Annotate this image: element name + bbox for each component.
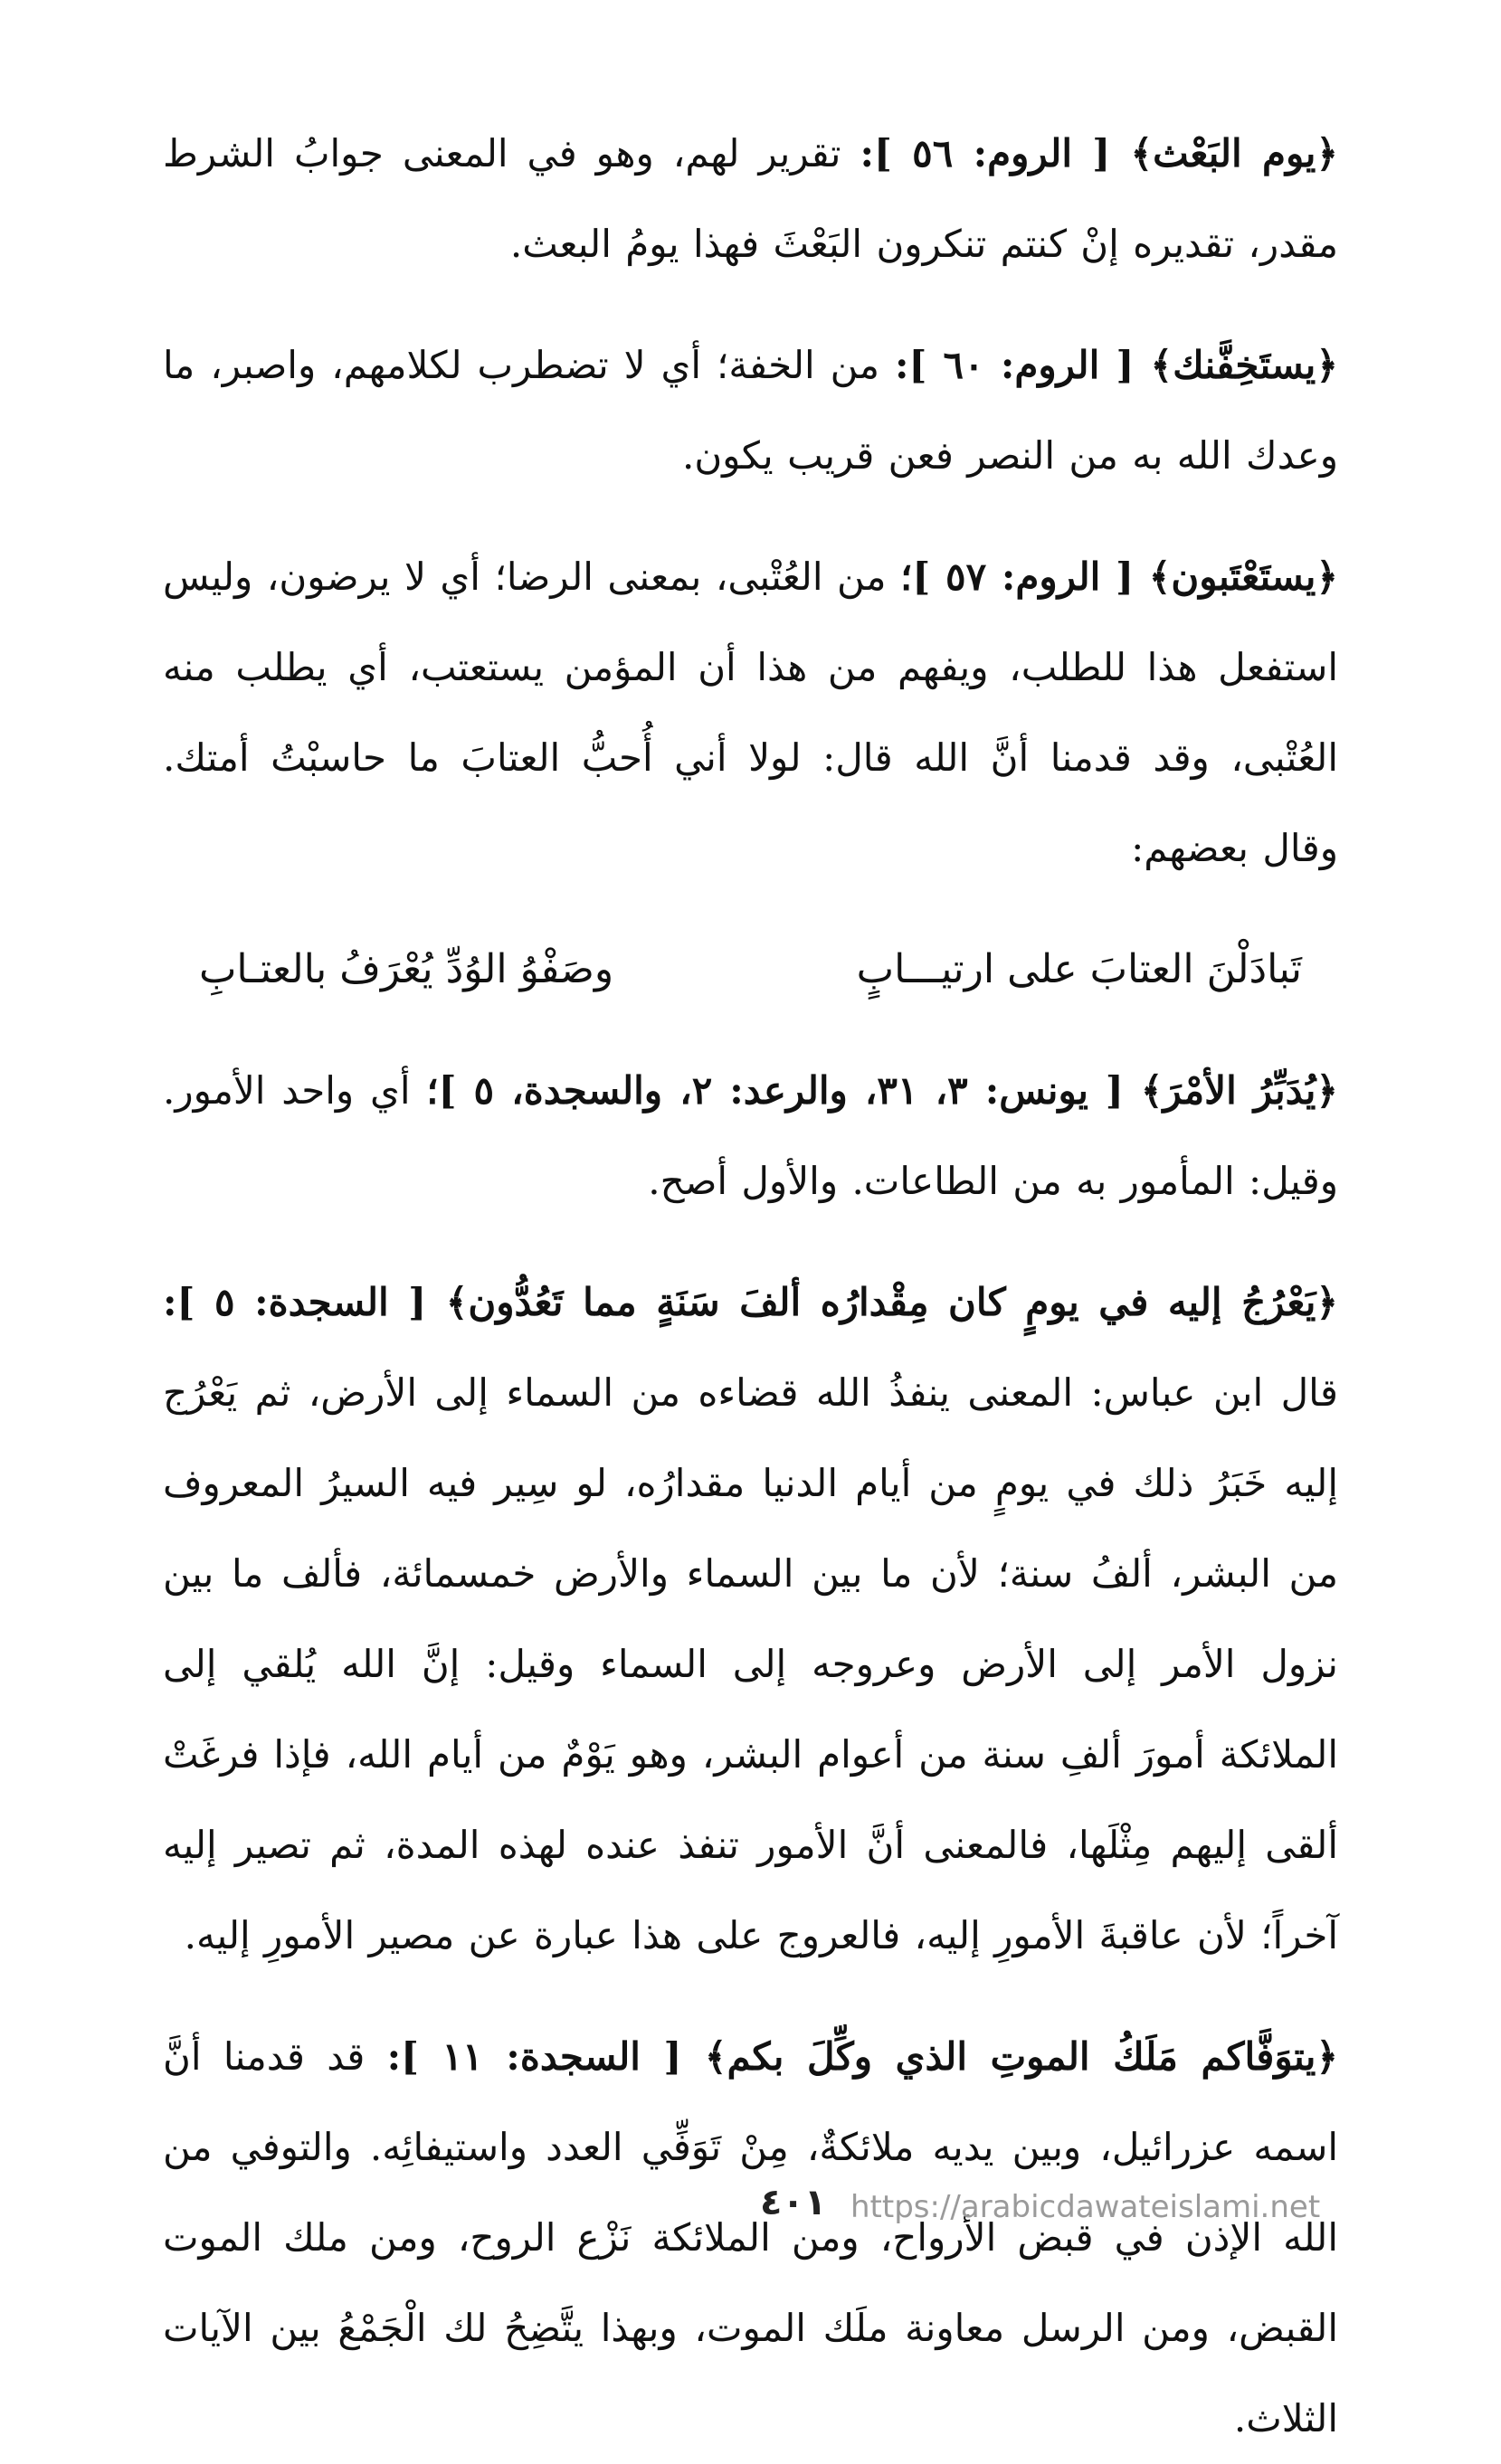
entry-paragraph — [163, 1046, 1338, 1227]
entry-heading: ﴿يستَعْتَبون﴾ [ الروم: ٥٧ ]؛ — [900, 554, 1338, 599]
entry-text: تقرير لهم، وهو في المعنى جوابُ الشرط مقدر، تقديره إنْ كنتم تنكرون البَعْثَ فهذا يومُ البعث. — [163, 131, 1338, 266]
entry-paragraph — [163, 2012, 1338, 2464]
page-footer — [0, 2182, 1501, 2236]
page-number: ٤٠١ — [760, 2182, 827, 2223]
entry-text: من العُتْبى، بمعنى الرضا؛ أي لا يرضون، وليس استفعل هذا للطلب، ويفهم من هذا أن المؤمن يستعتب، أي يطلب منه العُتْبى، وقد قدمنا أنَّ الله قال: لولا أني أُحبُّ العتابَ ما حاسبْتُ أمتك. وقال بعضهم: — [163, 554, 1338, 870]
source-watermark: https://arabicdawateislami.net — [850, 2189, 1321, 2225]
poem-hemistich-first: تَبادَلْنَ العتابَ على ارتيـــابٍ — [856, 946, 1302, 992]
entry-text: قال ابن عباس: المعنى ينفذُ الله قضاءه من السماء إلى الأرض، ثم يَعْرُج إليه خَبَرُ ذلك في يومٍ من أيام الدنيا مقدارُه، لو سِير فيه السيرُ المعروف من البشر، ألفُ سنة؛ لأن ما بين السماء والأرض خمسمائة، فألف ما بين نزول الأمر إلى الأرض وعروجه إلى السماء وقيل: إنَّ الله يُلقي إلى الملائكة أمورَ ألفِ سنة من أعوام البشر، وهو يَوْمٌ من أيام الله، فإذا فرغَتْ ألقى إليهم مِثْلَها، فالمعنى أنَّ الأمور تنفذ عنده لهذه المدة، ثم تصير إليه آخراً؛ لأن عاقبةَ الأمورِ إليه، فالعروج على هذا عبارة عن مصير الأمورِ إليه. — [163, 1370, 1338, 1957]
entry-yawm-al-bath — [163, 109, 1338, 289]
entry-text: قد قدمنا أنَّ اسمه عزرائيل، وبين يديه ملائكةٌ، مِنْ تَوَفِّي العدد واستيفائِه. والتوفي من الله الإذن في قبض الأرواح، ومن الملائكة نَزْع الروح، ومن ملك الموت القبض، ومن الرسل معاونة ملَك الموت، وبهذا يتَّضِحُ لك الْجَمْعُ بين الآيات الثلاث. — [163, 2034, 1338, 2440]
entry-heading: ﴿يَعْرُجُ إليه في يومٍ كان مِقْدارُه ألفَ سَنَةٍ مما تَعُدُّون﴾ [ السجدة: ٥ ]: — [163, 1280, 1338, 1324]
entry-text: أي واحد الأمور. وقيل: المأمور به من الطاعات. والأول أصح. — [163, 1068, 1338, 1203]
entry-yastakhiffannak — [163, 320, 1338, 501]
entry-yastatabun — [163, 532, 1338, 894]
entry-paragraph — [163, 320, 1338, 501]
entry-yudabbiru-al-amr — [163, 1046, 1338, 1227]
entry-text: من الخفة؛ أي لا تضطرب لكلامهم، واصبر، ما وعدك الله به من النصر فعن قريب يكون. — [163, 343, 1338, 478]
entry-paragraph — [163, 1257, 1338, 1981]
entry-heading: ﴿يوم البَعْث﴾ [ الروم: ٥٦ ]: — [860, 131, 1339, 175]
poem-verse — [199, 924, 1302, 1015]
entry-yatawaffakum — [163, 2012, 1338, 2464]
entry-paragraph — [163, 532, 1338, 894]
poem-hemistich-second: وصَفْوُ الوُدِّ يُعْرَفُ بالعتـابِ — [199, 946, 614, 992]
entry-yaruju-ilayh — [163, 1257, 1338, 1981]
entry-heading: ﴿يستَخِفَّنك﴾ [ الروم: ٦٠ ]: — [894, 343, 1338, 387]
entry-heading: ﴿يتوَفَّاكم مَلَكُ الموتِ الذي وكِّلَ بكم﴾ [ السجدة: ١١ ]: — [386, 2034, 1338, 2079]
entry-paragraph — [163, 109, 1338, 289]
entry-heading: ﴿يُدَبِّرُ الأمْرَ﴾ [ يونس: ٣، ٣١، والرعد: ٢، والسجدة، ٥ ]؛ — [426, 1068, 1338, 1113]
